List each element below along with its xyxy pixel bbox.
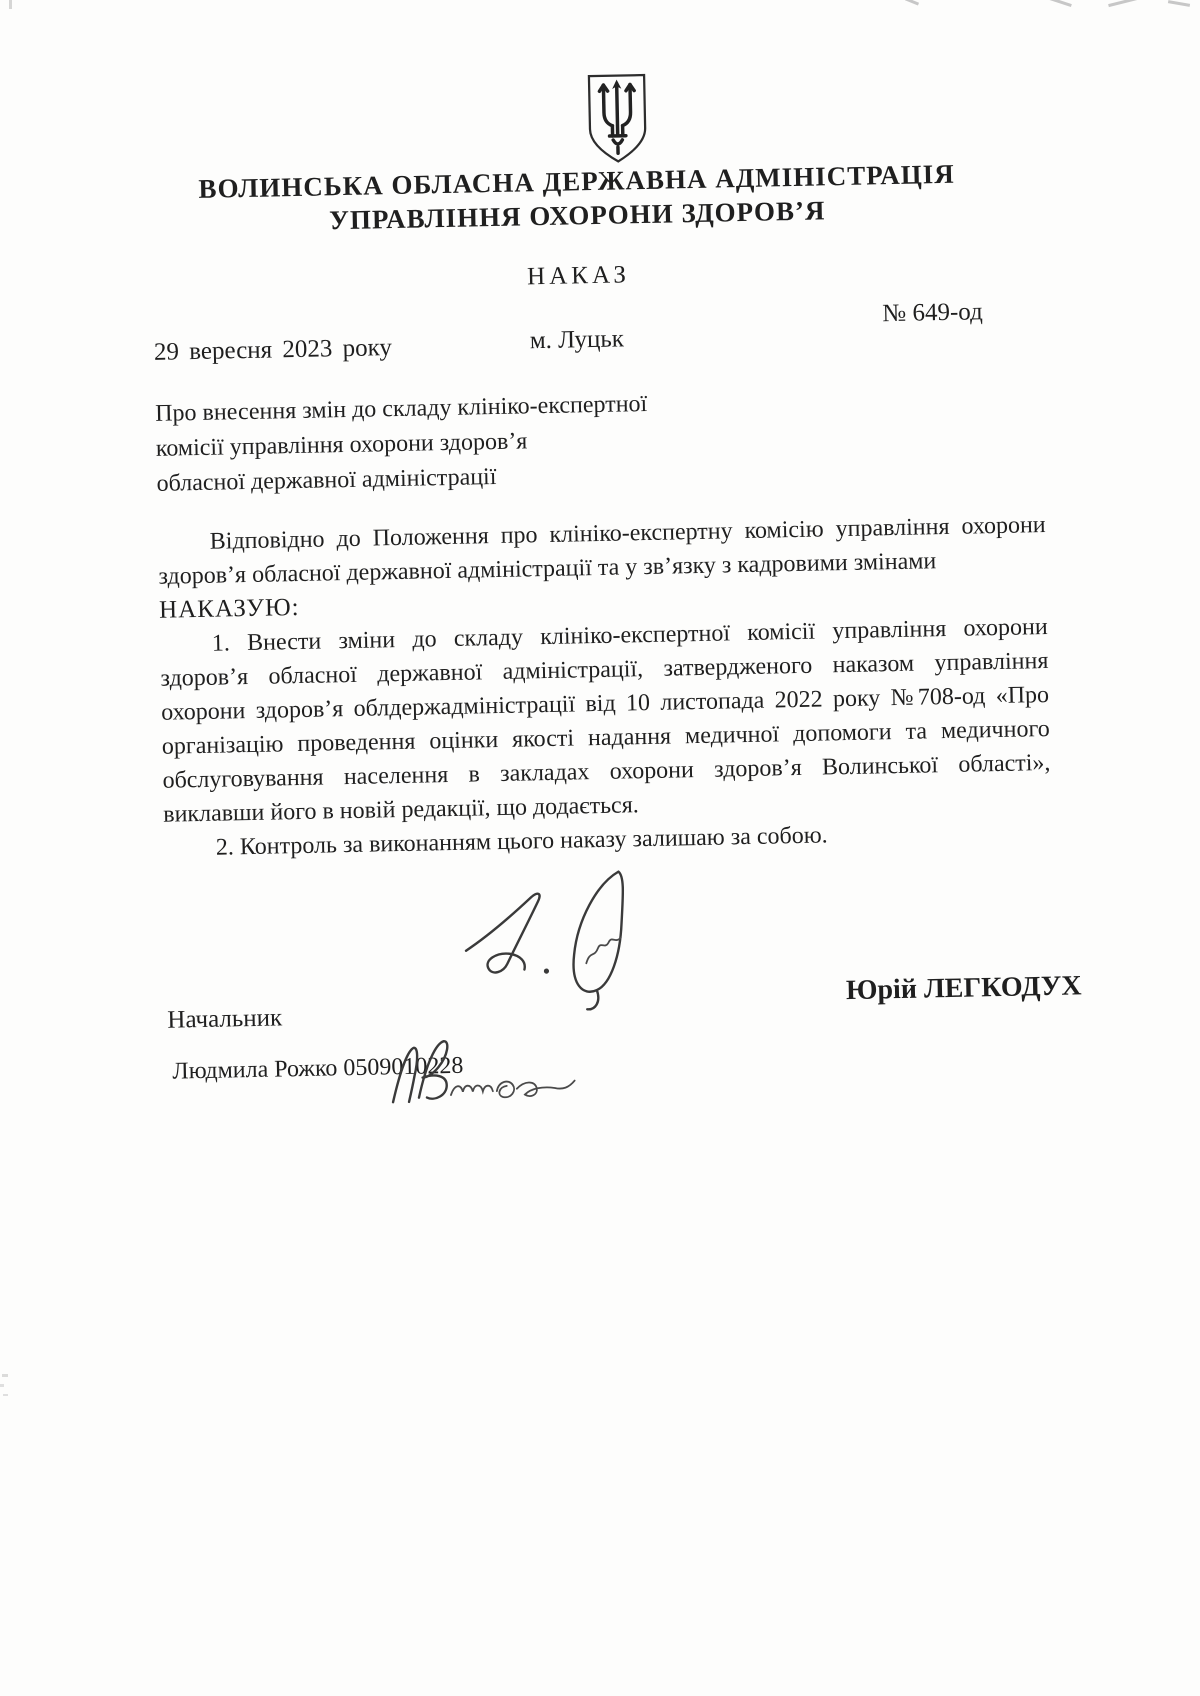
subject-line-2: комісії управління охорони здоров’я bbox=[155, 428, 528, 462]
doc-type-heading: НАКАЗ bbox=[526, 261, 631, 291]
scan-artifact bbox=[0, 1384, 4, 1387]
signer-signature-icon bbox=[460, 860, 691, 1017]
subject-line-3: обласної державної адміністрації bbox=[156, 464, 497, 497]
preamble-paragraph: Відповідно до Положення про клініко-експертну комісію управління охорони здоров’я обласної державної адміністрації та у зв’язку з кадровими змінами bbox=[158, 511, 1046, 590]
executor-line: Людмила Рожко 0509010228 bbox=[172, 1052, 464, 1085]
scan-artifact bbox=[9, 0, 12, 9]
subject-block bbox=[155, 385, 737, 502]
order-item-2: 2. Контроль за виконанням цього наказу залишаю за собою. bbox=[215, 822, 828, 861]
signer-name: Юрій ЛЕГКОДУХ bbox=[845, 970, 1082, 1007]
command-word: НАКАЗУЮ: bbox=[158, 593, 300, 624]
signer-position-title: Начальник bbox=[167, 1004, 283, 1034]
doc-number: № 649-од bbox=[882, 298, 984, 328]
org-name-line1: ВОЛИНСЬКА ОБЛАСНА ДЕРЖАВНА АДМІНІСТРАЦІЯ bbox=[198, 158, 956, 204]
scan-artifact bbox=[3, 1394, 8, 1396]
order-item-1: 1. Внести зміни до складу клініко-експертної комісії управління охорони здоров’я обласної державної адміністрації, затвердженого наказом управління охорони здоров’я облдержадміністрації від 10 листопада 2022 року №708-од «Про організацію проведення оцінки якості надання медичної допомоги та медичного обслуговування населення в закладах охорони здоров’я Волинської області», виклавши його в новій редакції, що додається. bbox=[160, 613, 1051, 828]
doc-city: м. Луцьк bbox=[529, 325, 625, 355]
org-name-line2: УПРАВЛІННЯ ОХОРОНИ ЗДОРОВ’Я bbox=[328, 195, 826, 236]
subject-line-1: Про внесення змін до складу клініко-експертної bbox=[154, 390, 648, 427]
doc-date: 29 вересня 2023 року bbox=[153, 334, 393, 366]
order-body bbox=[157, 508, 1052, 866]
scan-artifact bbox=[2, 1374, 8, 1377]
executor-signature-icon bbox=[383, 1020, 583, 1124]
ukraine-trident-emblem-icon bbox=[580, 71, 654, 166]
